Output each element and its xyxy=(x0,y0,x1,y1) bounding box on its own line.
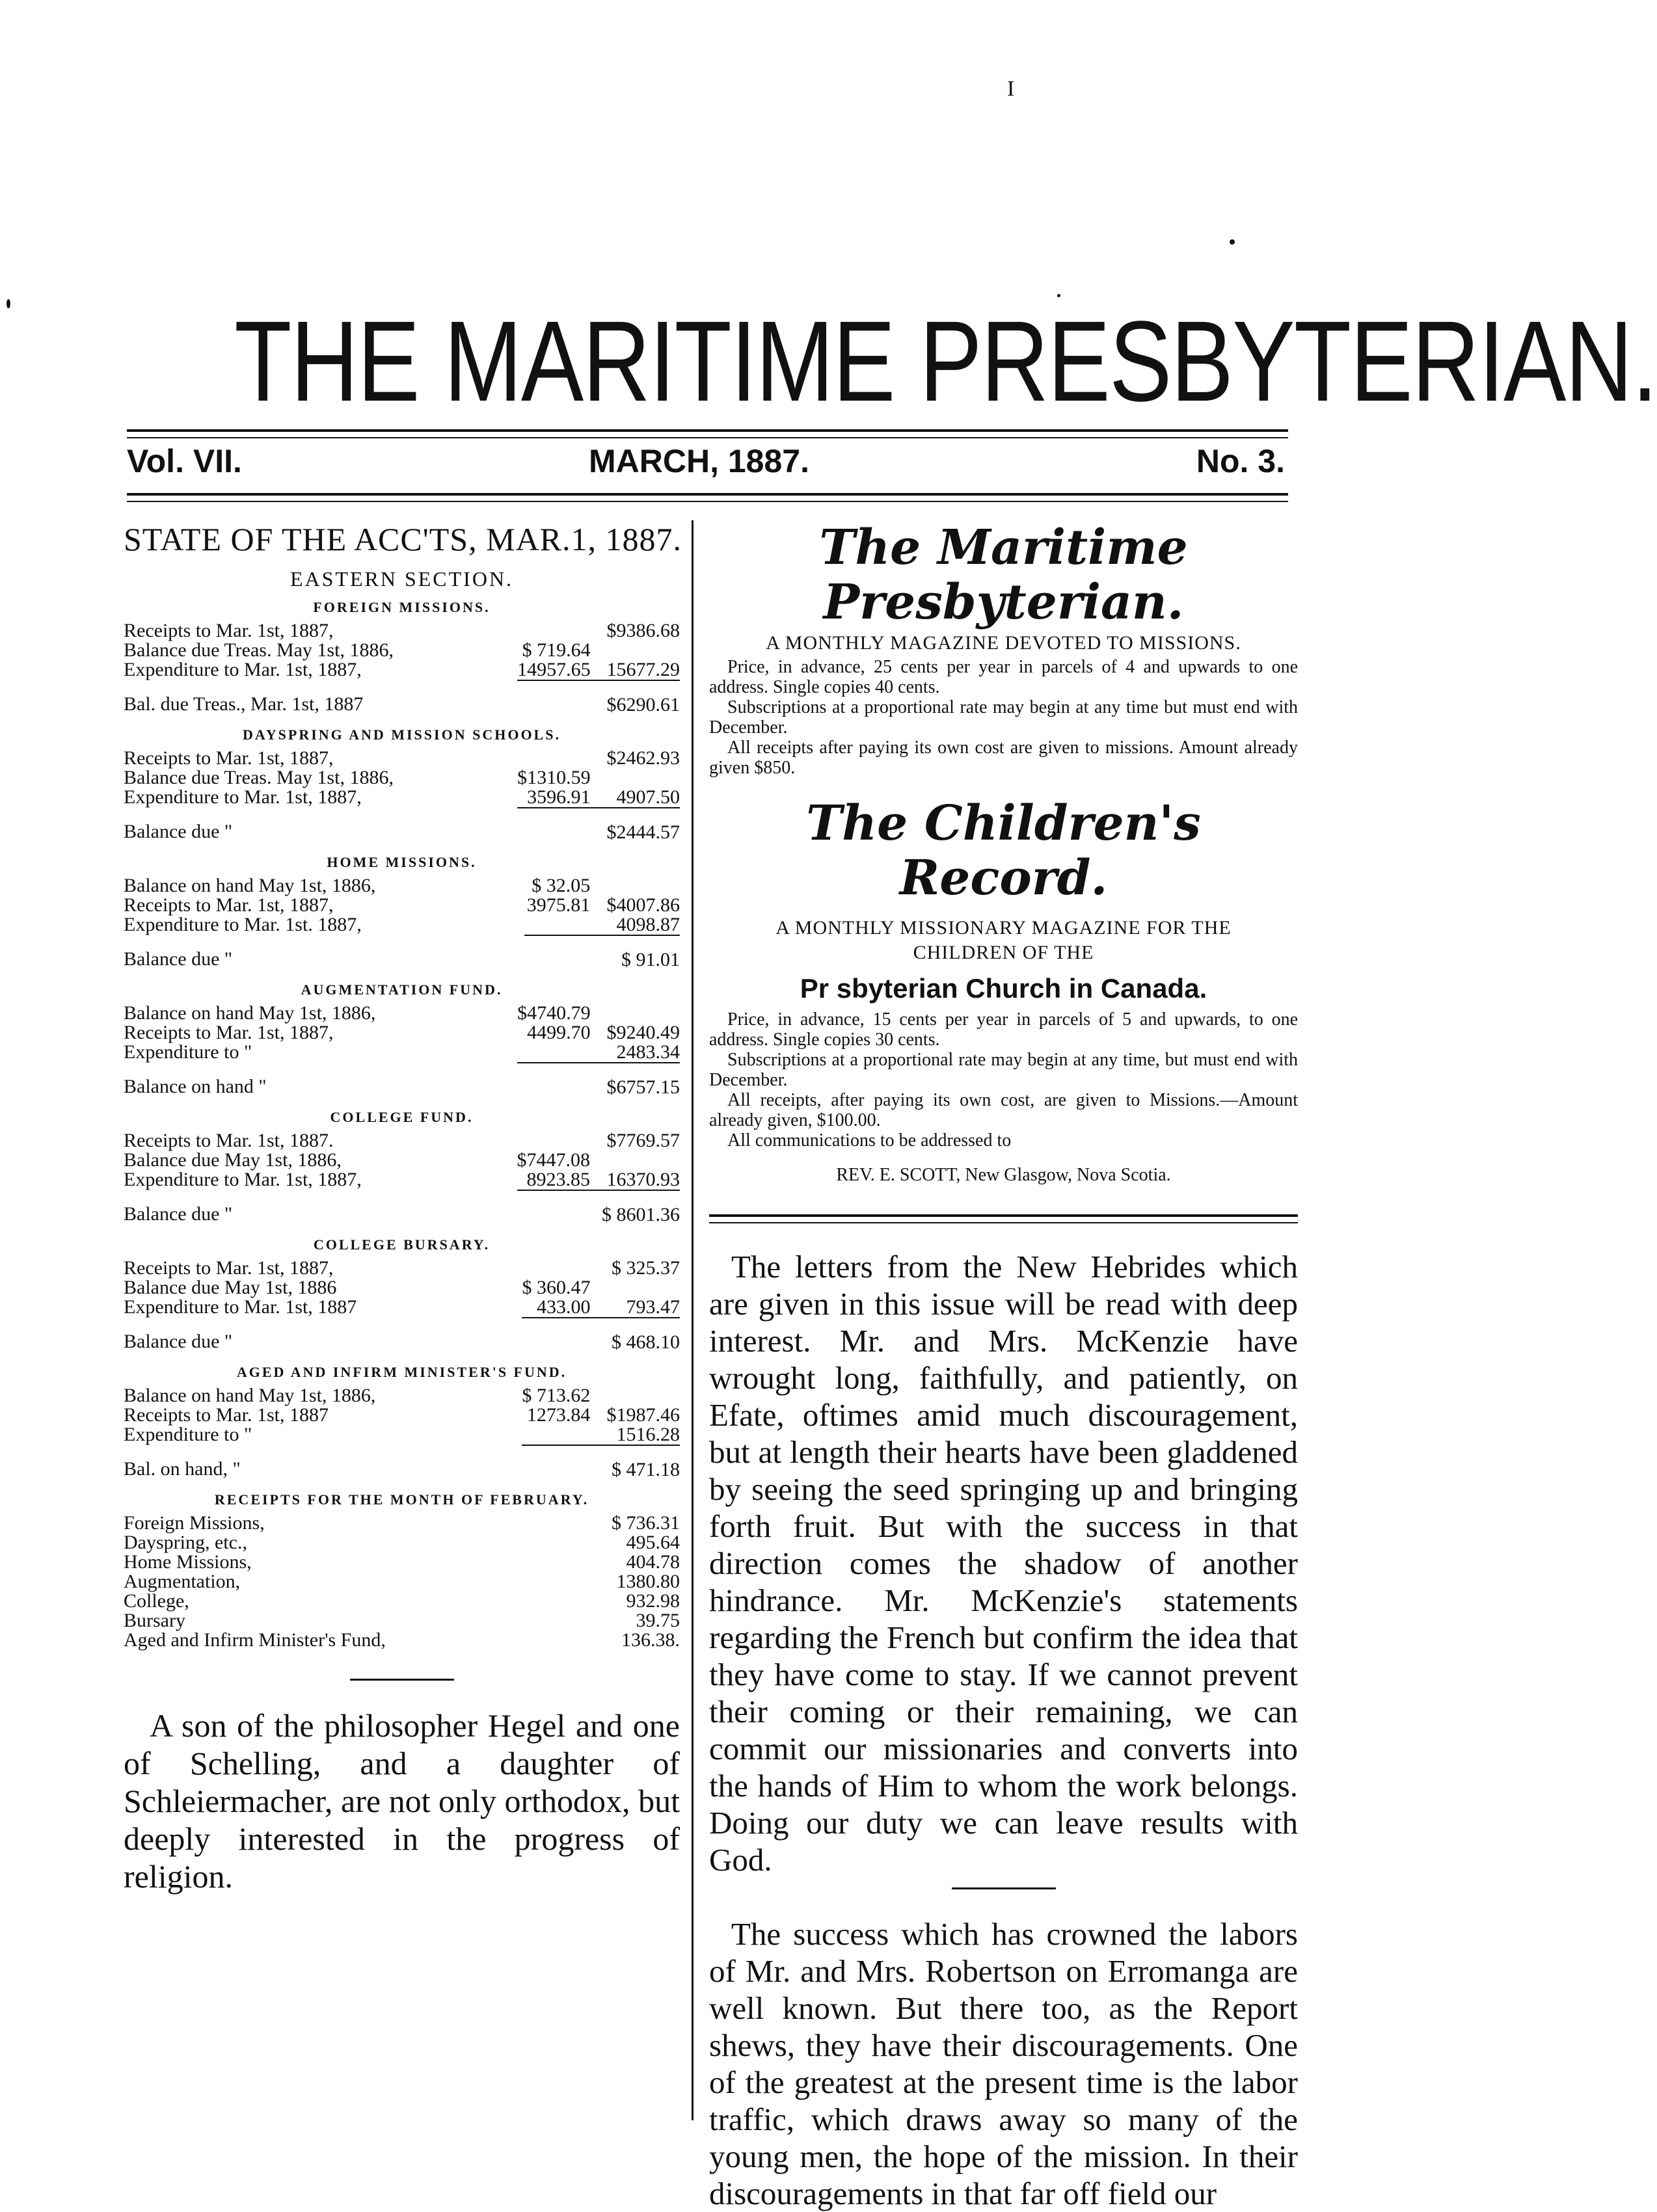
table-cell: Balance due Treas. May 1st, 1886, xyxy=(124,767,394,788)
fund-heading: COLLEGE BURSARY. xyxy=(313,1236,491,1253)
table-cell: $6290.61 xyxy=(606,694,680,715)
table-row xyxy=(124,1406,680,1425)
left-separator xyxy=(350,1679,454,1681)
table-cell: $ 719.64 xyxy=(522,639,591,661)
table-cell: $ 325.37 xyxy=(612,1257,680,1279)
table-row xyxy=(124,1131,680,1151)
table-cell: 3975.81 xyxy=(526,894,591,916)
table-cell: Expenditure to " xyxy=(124,1041,252,1063)
table-cell: Receipts to Mar. 1st, 1887 xyxy=(124,1404,329,1426)
fund-heading: AGED AND INFIRM MINISTER'S FUND. xyxy=(236,1364,567,1380)
table-row xyxy=(124,1513,680,1533)
fund-heading: DAYSPRING AND MISSION SCHOOLS. xyxy=(243,726,561,743)
balance-row xyxy=(124,1445,680,1484)
fund-table xyxy=(124,1004,680,1101)
table-row xyxy=(124,1592,680,1611)
table-cell: 1273.84 xyxy=(526,1404,591,1426)
table-row xyxy=(124,1552,680,1572)
table-cell: Dayspring, etc., xyxy=(124,1532,247,1553)
notice2-title: The Children's Record. xyxy=(806,795,1201,906)
fund-table xyxy=(124,1386,680,1484)
table-row xyxy=(124,1151,680,1170)
table-cell: 8923.85 xyxy=(517,1170,602,1190)
table-cell: $9240.49 xyxy=(606,1022,680,1043)
table-cell: $7447.08 xyxy=(517,1149,590,1171)
table-cell: Home Missions, xyxy=(124,1551,252,1573)
fund-table xyxy=(124,1259,680,1356)
left-column xyxy=(124,520,680,1895)
table-cell: 39.75 xyxy=(636,1610,680,1631)
right-paragraph-1: The letters from the New Hebrides which are given in this issue will be read with deep interest. Mr. and Mrs. McKenzie have wrought long, faithfully, and patiently, on Efate, oftimes amid much discouragement, but at length their hearts have been gladdened by seeing the seed springing up and bringing forth fruit. But with the success in that direction comes the shadow of another hindrance. Mr. McKenzie's statements regarding the French but confirm the idea that they have come to stay. If we cannot prevent their coming or their remaining, we can commit our missionaries and converts into the hands of Him to whom the work belongs. Doing our duty we can leave results with God. xyxy=(709,1249,1298,1878)
table-cell xyxy=(524,935,602,974)
table-row xyxy=(124,749,680,768)
balance-row xyxy=(124,1190,680,1229)
table-cell: $4740.79 xyxy=(517,1002,591,1024)
masthead-rule-1 xyxy=(127,429,1288,432)
page-mark: I xyxy=(1007,77,1015,101)
table-cell: Receipts to Mar. 1st, 1887, xyxy=(124,620,334,641)
notice-rule-2 xyxy=(709,1222,1298,1223)
volume-label: Vol. VII. xyxy=(127,443,242,479)
table-cell: 4098.87 xyxy=(602,915,680,935)
table-cell: Expenditure to Mar. 1st, 1887, xyxy=(124,1169,362,1190)
table-cell: 14957.65 xyxy=(517,660,602,680)
table-cell xyxy=(602,876,680,896)
table-cell: $ 471.18 xyxy=(612,1459,680,1480)
issue-date: MARCH, 1887. xyxy=(589,443,809,479)
balance-row xyxy=(124,1063,680,1101)
table-cell xyxy=(517,749,602,768)
right-separator xyxy=(952,1887,1056,1889)
table-cell: $ 713.62 xyxy=(522,1385,591,1406)
table-cell: 433.00 xyxy=(522,1298,602,1318)
notice2-p1: Price, in advance, 15 cents per year in parcels of 5 and upwards, to one address. Single copies 30 cents. xyxy=(709,1009,1298,1050)
fund-heading: FOREIGN MISSIONS. xyxy=(313,599,491,615)
table-cell xyxy=(602,1278,680,1298)
table-cell: Receipts to Mar. 1st, 1887, xyxy=(124,894,334,916)
table-cell: Receipts to Mar. 1st, 1887, xyxy=(124,747,334,769)
table-cell xyxy=(524,915,602,935)
table-cell: Balance due " xyxy=(124,948,233,970)
notice2-p2: Subscriptions at a proportional rate may begin at any time, but must end with December. xyxy=(709,1050,1298,1090)
table-cell xyxy=(522,1259,602,1278)
table-cell: $9386.68 xyxy=(606,620,680,641)
table-cell: Balance on hand May 1st, 1886, xyxy=(124,875,376,896)
section-heading: EASTERN SECTION. xyxy=(290,567,514,591)
table-cell: Balance on hand May 1st, 1886, xyxy=(124,1385,376,1406)
table-cell: Bursary xyxy=(124,1610,185,1631)
table-cell: Aged and Infirm Minister's Fund, xyxy=(124,1629,386,1651)
balance-row xyxy=(124,680,680,719)
table-cell: $ 32.05 xyxy=(532,875,591,896)
table-cell xyxy=(602,1004,680,1023)
table-cell xyxy=(517,1043,602,1063)
receipts-table xyxy=(124,1513,680,1650)
table-cell xyxy=(522,1445,602,1484)
table-cell: Balance due " xyxy=(124,1331,233,1352)
balance-row xyxy=(124,1318,680,1356)
table-cell: $1310.59 xyxy=(517,767,591,788)
notice2-subtitle-1: A MONTHLY MISSIONARY MAGAZINE FOR THE xyxy=(775,917,1232,939)
table-row xyxy=(124,1425,680,1445)
table-row xyxy=(124,915,680,935)
table-row xyxy=(124,1004,680,1023)
table-cell: $ 468.10 xyxy=(612,1331,680,1353)
table-row xyxy=(124,1278,680,1298)
fund-table xyxy=(124,1131,680,1229)
left-paragraph: A son of the philosopher Hegel and one of Schelling, and a daughter of Schleiermacher, are not only orthodox, but deeply interested in the progress of religion. xyxy=(124,1707,680,1895)
table-cell: Balance on hand May 1st, 1886, xyxy=(124,1002,376,1024)
table-cell xyxy=(602,768,680,788)
table-row xyxy=(124,1259,680,1278)
table-cell: Bal. due Treas., Mar. 1st, 1887 xyxy=(124,693,364,715)
table-cell xyxy=(517,1190,602,1229)
table-cell: Receipts to Mar. 1st, 1887. xyxy=(124,1130,334,1151)
table-cell xyxy=(602,641,680,660)
table-cell: 15677.29 xyxy=(602,660,680,680)
table-cell xyxy=(517,1063,602,1101)
table-cell: Receipts to Mar. 1st, 1887, xyxy=(124,1022,334,1043)
table-row xyxy=(124,1298,680,1318)
notice-rule-1 xyxy=(709,1214,1298,1217)
fund-heading: HOME MISSIONS. xyxy=(327,854,477,870)
table-cell: $7769.57 xyxy=(606,1130,680,1151)
table-cell: 932.98 xyxy=(626,1590,680,1612)
receipts-heading: RECEIPTS FOR THE MONTH OF FEBRUARY. xyxy=(214,1491,589,1508)
table-cell xyxy=(517,621,602,641)
table-row xyxy=(124,1611,680,1631)
fund-table xyxy=(124,621,680,719)
notice2-p4: All communications to be addressed to xyxy=(727,1130,1012,1151)
table-cell xyxy=(517,1131,602,1151)
table-cell: Receipts to Mar. 1st, 1887, xyxy=(124,1257,334,1279)
table-cell: Balance due Treas. May 1st, 1886, xyxy=(124,639,394,661)
notice1-p2: Subscriptions at a proportional rate may begin at any time but must end with December. xyxy=(709,697,1298,738)
table-cell: $2462.93 xyxy=(606,747,680,769)
table-cell: 136.38. xyxy=(621,1629,680,1651)
header-rule-2 xyxy=(127,501,1288,502)
table-cell: 4499.70 xyxy=(527,1022,591,1043)
right-paragraph-2: The success which has crowned the labors of Mr. and Mrs. Robertson on Erromanga are well known. But there too, as the Report shews, they have their discouragements. One of the greatest at the present time is the labor traffic, which draws away so many of the young men, the hope of the mission. In their discouragements in that far off field our xyxy=(709,1916,1298,2211)
table-cell: $ 8601.36 xyxy=(602,1204,680,1225)
notice2-subtitle-2: CHILDREN OF THE xyxy=(913,942,1094,963)
header-rule-1 xyxy=(127,493,1288,496)
table-cell: 2483.34 xyxy=(602,1043,680,1063)
table-cell: $ 360.47 xyxy=(522,1277,591,1298)
column-divider xyxy=(692,520,694,2120)
table-cell: 16370.93 xyxy=(602,1170,680,1190)
table-cell: 1516.28 xyxy=(602,1425,680,1445)
notice1-subtitle: A MONTHLY MAGAZINE DEVOTED TO MISSIONS. xyxy=(766,632,1241,654)
issue-number: No. 3. xyxy=(1196,443,1285,479)
table-cell: Balance on hand " xyxy=(124,1076,267,1097)
table-cell: Augmentation, xyxy=(124,1571,241,1592)
table-cell: $4007.86 xyxy=(606,894,680,916)
fund-heading: COLLEGE FUND. xyxy=(330,1109,474,1125)
table-row xyxy=(124,1043,680,1063)
table-cell xyxy=(602,1386,680,1406)
table-cell: $1987.46 xyxy=(606,1404,680,1426)
notice1-p1: Price, in advance, 25 cents per year in parcels of 4 and upwards to one address. Single copies 40 cents. xyxy=(709,657,1298,697)
table-cell: $ 736.31 xyxy=(612,1512,680,1534)
table-cell: Balance due May 1st, 1886 xyxy=(124,1277,337,1298)
table-cell: $ 91.01 xyxy=(621,949,680,970)
table-row xyxy=(124,896,680,915)
table-row xyxy=(124,641,680,660)
table-cell: 404.78 xyxy=(626,1551,680,1573)
table-row xyxy=(124,1170,680,1190)
table-row xyxy=(124,1631,680,1650)
table-row xyxy=(124,1023,680,1043)
table-cell: Expenditure to Mar. 1st, 1887, xyxy=(124,659,362,680)
table-cell: Expenditure to Mar. 1st, 1887, xyxy=(124,786,362,808)
table-row xyxy=(124,788,680,808)
table-cell: Balance due " xyxy=(124,821,233,842)
table-cell: Expenditure to Mar. 1st, 1887 xyxy=(124,1296,357,1318)
table-cell: Balance due " xyxy=(124,1203,233,1225)
fund-table xyxy=(124,876,680,974)
table-row xyxy=(124,768,680,788)
notice2-p3: All receipts, after paying its own cost, are given to Missions.—Amount already given, $100.00. xyxy=(709,1090,1298,1130)
table-cell: 495.64 xyxy=(626,1532,680,1553)
table-row xyxy=(124,876,680,896)
print-speck xyxy=(1057,294,1060,297)
table-cell: 1380.80 xyxy=(616,1571,680,1592)
accounts-funds xyxy=(124,599,680,1484)
masthead-rule-2 xyxy=(127,437,1288,438)
table-cell xyxy=(522,1425,602,1445)
table-cell: Balance due May 1st, 1886, xyxy=(124,1149,342,1171)
table-row xyxy=(124,1572,680,1592)
table-cell xyxy=(522,1318,602,1356)
masthead-title: THE MARITIME PRESBYTERIAN. xyxy=(234,298,1657,425)
notice1-title: The Maritime Presbyterian. xyxy=(819,520,1188,630)
print-speck xyxy=(1230,239,1235,245)
table-row xyxy=(124,660,680,680)
table-cell: $2444.57 xyxy=(606,821,680,843)
table-cell: 793.47 xyxy=(602,1298,680,1318)
print-speck xyxy=(7,299,10,308)
accounts-title: STATE OF THE ACC'TS, MAR.1, 1887. xyxy=(124,521,682,557)
table-cell xyxy=(517,808,602,846)
table-cell: Foreign Missions, xyxy=(124,1512,265,1534)
notice2-address: REV. E. SCOTT, New Glasgow, Nova Scotia. xyxy=(836,1165,1171,1185)
table-cell xyxy=(602,1151,680,1170)
table-cell xyxy=(517,680,602,719)
table-cell: Expenditure to Mar. 1st. 1887, xyxy=(124,914,362,935)
table-row xyxy=(124,1533,680,1552)
fund-table xyxy=(124,749,680,846)
table-cell: 4907.50 xyxy=(602,788,680,808)
notice2-church: Pr sbyterian Church in Canada. xyxy=(800,973,1207,1004)
right-column xyxy=(709,520,1298,2212)
table-cell: Bal. on hand, " xyxy=(124,1458,241,1480)
issue-line xyxy=(127,442,1285,488)
balance-row xyxy=(124,935,680,974)
table-row xyxy=(124,621,680,641)
table-cell: $6757.15 xyxy=(606,1076,680,1098)
fund-heading: AUGMENTATION FUND. xyxy=(301,981,503,998)
table-cell: College, xyxy=(124,1590,189,1612)
table-cell: Expenditure to " xyxy=(124,1424,252,1445)
balance-row xyxy=(124,808,680,846)
table-cell: 3596.91 xyxy=(517,788,602,808)
notice1-p3: All receipts after paying its own cost are given to missions. Amount already given $850. xyxy=(709,738,1298,778)
table-row xyxy=(124,1386,680,1406)
